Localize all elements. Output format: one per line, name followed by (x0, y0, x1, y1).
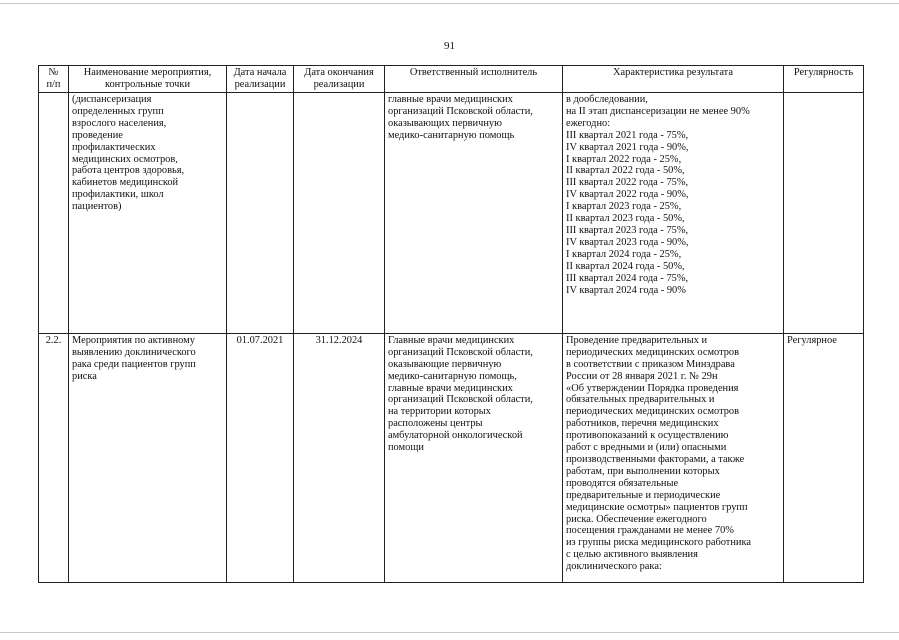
scan-edge-bottom (0, 632, 899, 633)
row-end-date: 31.12.2024 (294, 333, 385, 582)
header-number: № п/п (39, 66, 69, 93)
header-responsible: Ответственный исполнитель (385, 66, 563, 93)
header-regularity: Регулярность (784, 66, 864, 93)
scan-edge-top (0, 3, 899, 4)
table-header-row (39, 66, 864, 93)
header-name: Наименование мероприятия, контрольные точки (69, 66, 227, 93)
row-regularity (784, 93, 864, 334)
table-row (39, 333, 864, 582)
row-name: (диспансеризация определенных групп взрослого населения, проведение профилактических медицинских осмотров, работа центров здоровья, кабинетов медицинской профилактики, школ пациентов) (69, 93, 227, 334)
row-number (39, 93, 69, 334)
row-end-date (294, 93, 385, 334)
row-regularity: Регулярное (784, 333, 864, 582)
row-name: Мероприятия по активному выявлению доклинического рака среди пациентов групп риска (69, 333, 227, 582)
row-result: Проведение предварительных и периодических медицинских осмотров в соответствии с приказом Минздрава России от 28 января 2021 г. № 29н «Об утверждении Порядка проведения обязательных предварительных и периодических медицинских осмотров работников, перечня медицинских противопоказаний к осуществлению работ с вредными и (или) опасными производственными факторами, а также работам, при выполнении которых проводятся обязательные предварительные и периодические медицинские осмотры» пациентов групп риска. Обеспечение ежегодного посещения гражданами не менее 70% из группы риска медицинского работника с целью активного выявления доклинического рака: (563, 333, 784, 582)
header-result: Характеристика результата (563, 66, 784, 93)
row-responsible: главные врачи медицинских организаций Псковской области, оказывающих первичную медико-санитарную помощь (385, 93, 563, 334)
table-row (39, 93, 864, 334)
page-number: 91 (444, 40, 455, 52)
row-start-date (227, 93, 294, 334)
row-start-date: 01.07.2021 (227, 333, 294, 582)
row-result: в дообследовании, на II этап диспансеризации не менее 90% ежегодно: III квартал 2021 года - 75%, IV квартал 2021 года - 90%, I квартал 2022 года - 25%, II квартал 2022 года - 50%, III квартал 2022 года - 75%, IV квартал 2022 года - 90%, I квартал 2023 года - 25%, II квартал 2023 года - 50%, III квартал 2023 года - 75%, IV квартал 2023 года - 90%, I квартал 2024 года - 25%, II квартал 2024 года - 50%, III квартал 2024 года - 75%, IV квартал 2024 года - 90% (563, 93, 784, 334)
header-end-date: Дата окончания реализации (294, 66, 385, 93)
measures-table (38, 65, 864, 583)
row-responsible: Главные врачи медицинских организаций Псковской области, оказывающие первичную медико-санитарную помощь, главные врачи медицинских организаций Псковской области, на территории которых расположены центры амбулаторной онкологической помощи (385, 333, 563, 582)
header-start-date: Дата начала реализации (227, 66, 294, 93)
row-number: 2.2. (39, 333, 69, 582)
